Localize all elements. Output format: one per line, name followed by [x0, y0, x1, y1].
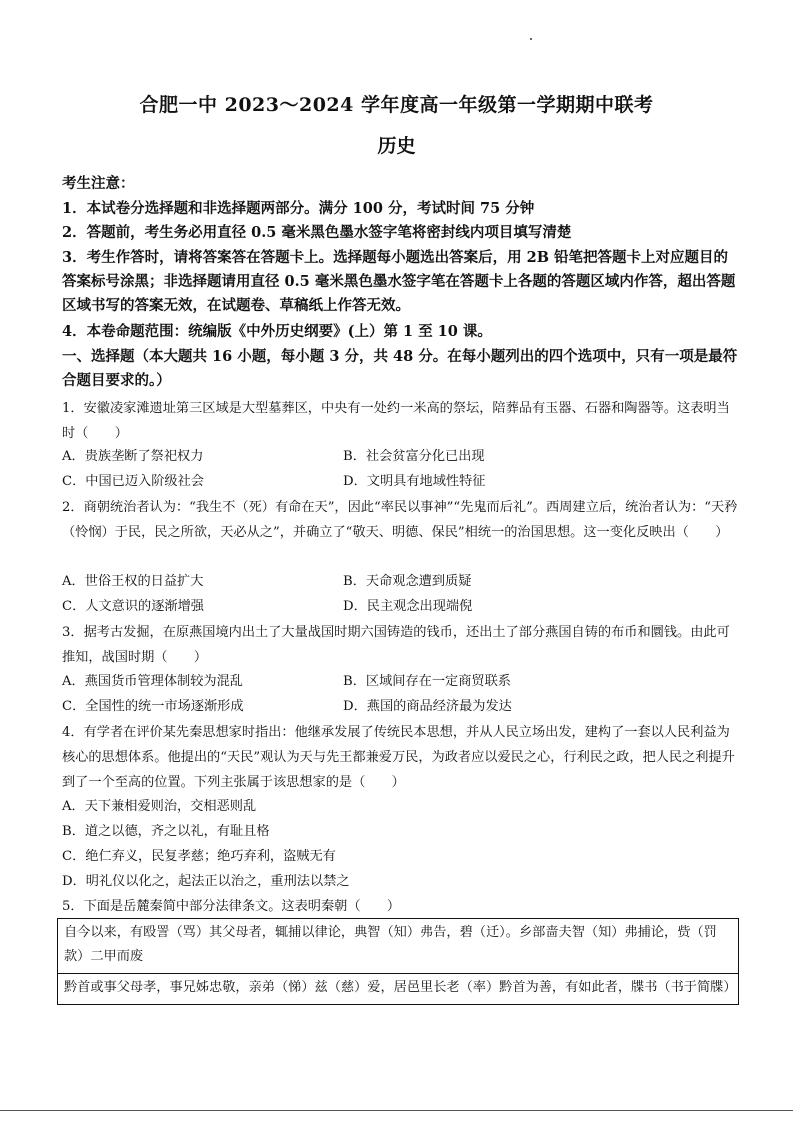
- question-3-stem: 3．据考古发掘，在原燕国境内出土了大量战国时期六国铸造的钱币，还出土了部分燕国自铸的布币和圜钱。由此可推知，战国时期（ ）: [62, 625, 730, 665]
- page-bottom-rule: [0, 1110, 793, 1111]
- law-excerpt-table: [57, 918, 739, 1005]
- question-1-option-b: B．社会贫富分化已出现: [343, 449, 485, 464]
- question-1-stem: 1．安徽凌家滩遗址第三区域是大型墓葬区，中央有一处约一米高的祭坛，陪葬品有玉器、石器和陶器等。这表明当时（ ）: [62, 401, 730, 441]
- question-2-option-c: C．人文意识的逐渐增强: [62, 599, 204, 614]
- question-5-stem: 5．下面是岳麓秦简中部分法律条文。这表明秦朝（ ）: [62, 899, 401, 914]
- question-3-option-d: D．燕国的商品经济最为发达: [343, 699, 512, 714]
- question-1-option-d: D．文明具有地域性特征: [343, 474, 486, 489]
- question-4-option-a: A．天下兼相爱则治，交相恶则乱: [62, 799, 257, 814]
- question-2-option-b: B．天命观念遭到质疑: [343, 574, 472, 589]
- notice-item-2: 2．答题前，考生务必用直径 0.5 毫米黑色墨水签字笔将密封线内项目填写清楚: [62, 224, 572, 241]
- question-1-option-c: C．中国已迈入阶级社会: [62, 474, 204, 489]
- section-heading: 一、选择题（本大题共 16 小题，每小题 3 分，共 48 分。在每小题列出的四个选项中，只有一项是最符合题目要求的。）: [62, 348, 738, 389]
- notice-item-4: 4．本卷命题范围：统编版《中外历史纲要》(上）第 1 至 10 课。: [62, 323, 492, 340]
- question-4-stem: 4．有学者在评价某先秦思想家时指出：他继承发展了传统民本思想，并从人民立场出发，建构了一套以人民利益为核心的思想体系。他提出的“天民”观认为天与先王都兼爱万民，为政者应以爱民之心，行利民之政，把人民之利提升到了一个至高的位置。下列主张属于该思想家的是（ ）: [62, 725, 735, 790]
- exam-subject: 历史: [377, 135, 416, 157]
- question-3-option-b: B．区域间存在一定商贸联系: [343, 674, 511, 689]
- question-4-option-b: B．道之以德，齐之以礼，有耻且格: [62, 824, 270, 839]
- notice-item-1: 1．本试卷分选择题和非选择题两部分。满分 100 分，考试时间 75 分钟: [62, 200, 535, 217]
- notice-heading: 考生注意：: [62, 175, 135, 192]
- notice-item-3: 3．考生作答时，请将答案答在答题卡上。选择题每小题选出答案后，用 2B 铅笔把答题卡上对应题目的答案标号涂黑；非选择题请用直径 0.5 毫米黑色墨水签字笔在答题卡上各题的答题区域内作答，超出答题区域书写的答案无效，在试题卷、草稿纸上作答无效。: [62, 249, 736, 314]
- exam-title: 合肥一中 2023～2024 学年度高一年级第一学期期中联考: [139, 94, 654, 116]
- question-2-stem: 2．商朝统治者认为：“我生不（死）有命在天”，因此“率民以事神”“先鬼而后礼”。西周建立后，统治者认为：“天矜（怜悯）于民，民之所欲，天必从之”，并确立了“敬天、明德、保民”相统一的治国思想。这一变化反映出（ ）: [62, 500, 738, 540]
- question-4-option-d: D．明礼仪以化之，起法正以治之，重刑法以禁之: [62, 874, 350, 889]
- question-3-option-c: C．全国性的统一市场逐渐形成: [62, 699, 244, 714]
- law-excerpt-row-2: 黔首或事父母孝，事兄姊忠敬，亲弟（悌）兹（慈）爱，居邑里长老（率）黔首为善，有如此者，牒书（书于简牒）: [58, 973, 738, 1004]
- question-1-option-a: A．贵族垄断了祭祀权力: [62, 449, 204, 464]
- scan-speck: [530, 38, 532, 40]
- law-excerpt-row-1: 自今以来，有殴詈（骂）其父母者，辄捕以律论，典智（知）弗告，碧（迁）。乡部啬夫智（知）弗捕论，赀（罚款）二甲而废: [64, 925, 717, 964]
- question-2-option-d: D．民主观念出现端倪: [343, 599, 473, 614]
- question-3-option-a: A．燕国货币管理体制较为混乱: [62, 674, 243, 689]
- question-2-option-a: A．世俗王权的日益扩大: [62, 574, 204, 589]
- question-4-option-c: C．绝仁弃义，民复孝慈；绝巧弃利，盗贼无有: [62, 849, 336, 864]
